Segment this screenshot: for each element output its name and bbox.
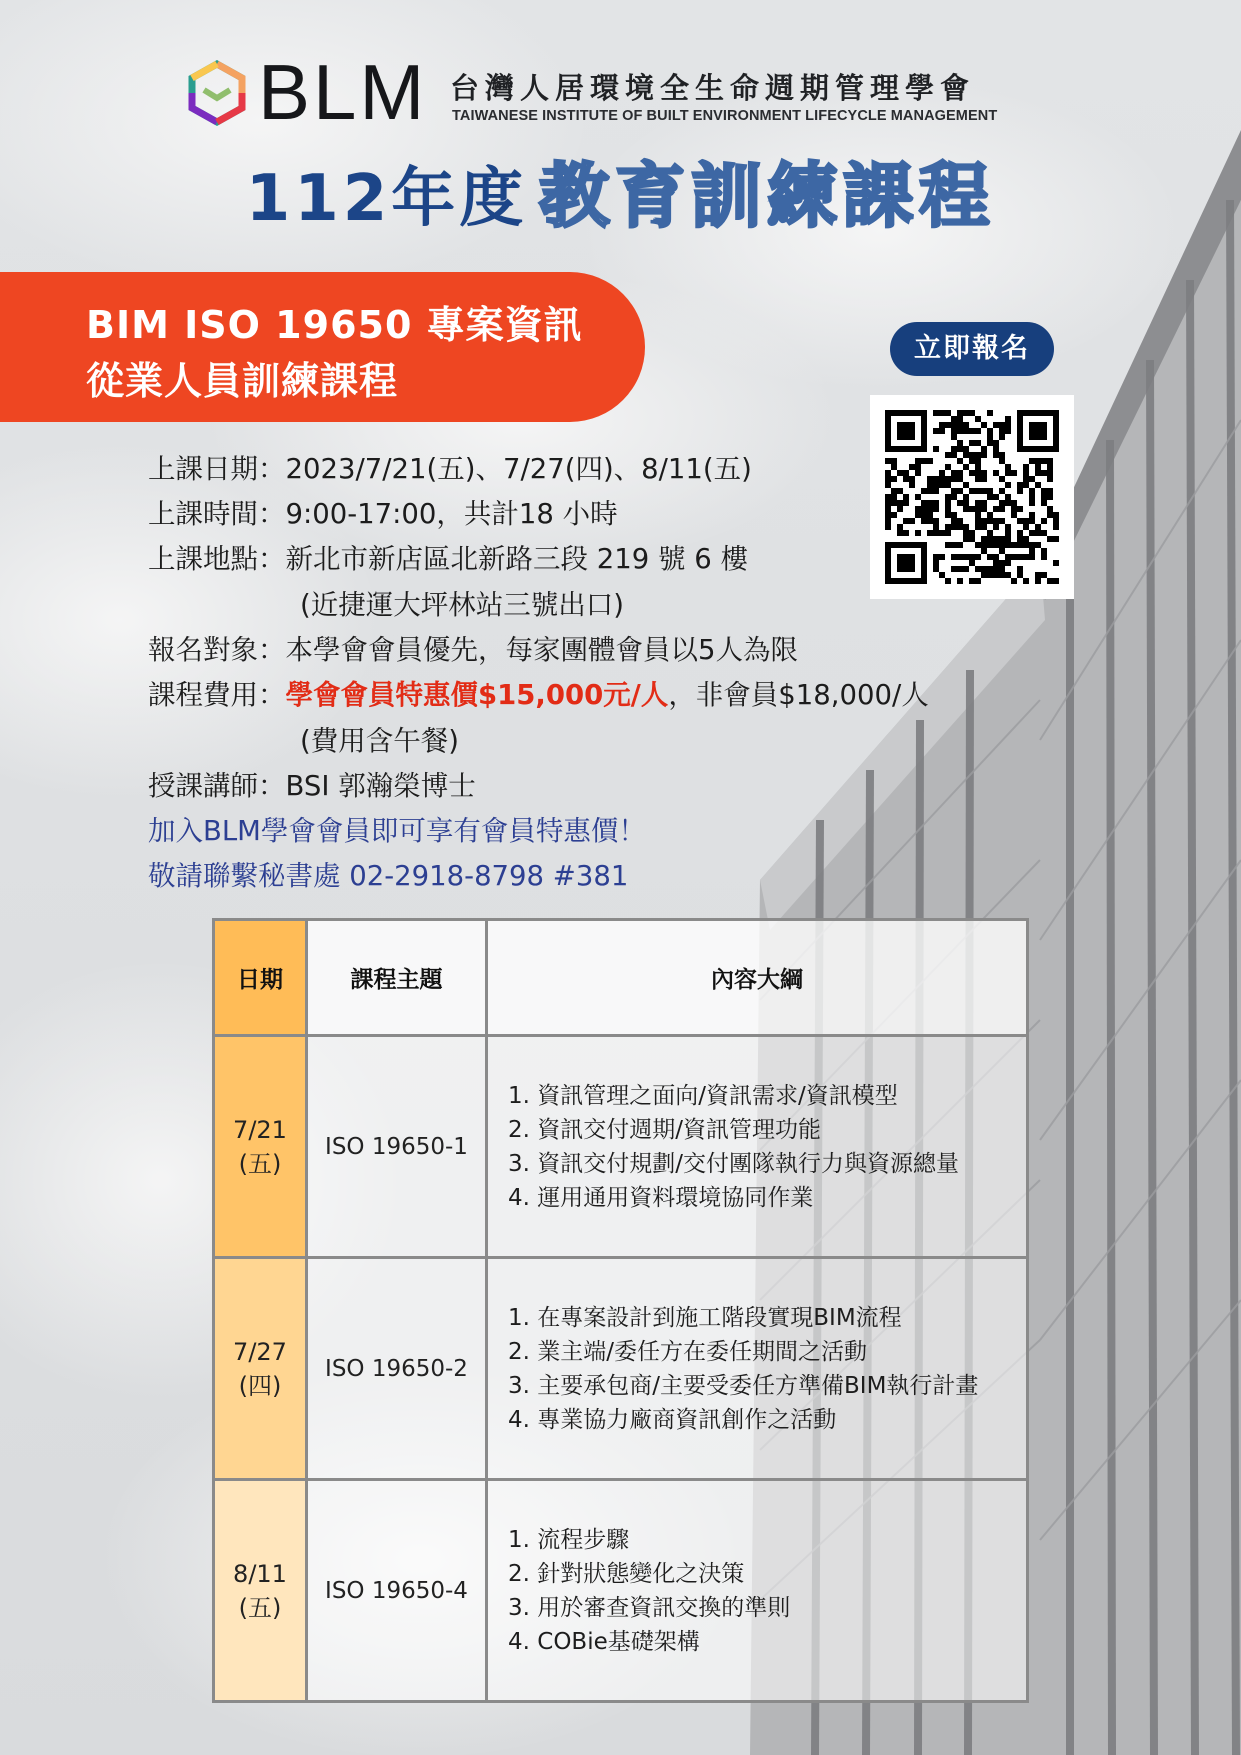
row-date-cell (214, 1036, 307, 1258)
outline-item: 4. COBie基礎架構 (508, 1628, 700, 1655)
info-place-label: 上課地點： (148, 543, 286, 575)
info-fee-label: 課程費用： (148, 679, 286, 711)
outline-item: 2. 針對狀態變化之決策 (508, 1560, 745, 1587)
info-instructor-label: 授課講師： (148, 770, 286, 802)
info-place (148, 536, 748, 576)
info-date-label: 上課日期： (148, 453, 286, 485)
row-outline (487, 1036, 1028, 1258)
row-date-cell (214, 1480, 307, 1702)
outline-item: 1. 資訊管理之面向/資訊需求/資訊模型 (508, 1082, 898, 1109)
header-topic: 課程主題 (307, 920, 487, 1036)
qr-code-icon[interactable] (870, 395, 1074, 599)
info-fee (148, 672, 929, 712)
promo-membership: 加入BLM學會會員即可享有會員特惠價！ (148, 815, 646, 847)
table-header-row (214, 920, 1028, 1036)
info-fee-note: (費用含午餐) (300, 725, 459, 757)
info-target-label: 報名對象： (148, 634, 286, 666)
row-topic: ISO 19650-4 (307, 1480, 487, 1702)
page-title (0, 140, 1241, 241)
blm-logo-icon (186, 60, 248, 126)
fee-member-price: 學會會員特惠價$15,000元/人 (285, 679, 669, 711)
row-topic: ISO 19650-2 (307, 1258, 487, 1480)
table-row (214, 1258, 1028, 1480)
outline-item: 1. 流程步驟 (508, 1526, 630, 1553)
promo-contact: 敬請聯繫秘書處 02-2918-8798 #381 (148, 860, 629, 892)
banner-title-line-1: BIM ISO 19650 專案資訊 (86, 303, 583, 347)
outline-item: 3. 資訊交付規劃/交付團隊執行力與資源總量 (508, 1150, 960, 1177)
info-instructor (148, 763, 476, 803)
outline-item: 4. 專業協力廠商資訊創作之活動 (508, 1406, 837, 1433)
info-target-value: 本學會會員優先，每家團體會員以5人為限 (285, 634, 798, 666)
row-weekday: (四) (238, 1371, 282, 1400)
row-date: 8/11 (233, 1559, 287, 1588)
info-date (148, 446, 752, 486)
info-place-note: (近捷運大坪林站三號出口) (300, 589, 624, 621)
outline-item: 4. 運用通用資料環境協同作業 (508, 1184, 814, 1211)
row-weekday: (五) (238, 1593, 282, 1622)
outline-item: 2. 資訊交付週期/資訊管理功能 (508, 1116, 822, 1143)
title-year: 112年度 (245, 162, 528, 236)
org-name-zh: 台灣人居環境全生命週期管理學會 (450, 71, 976, 105)
org-name-en: TAIWANESE INSTITUTE OF BUILT ENVIRONMENT LIFECYCLE MANAGEMENT (452, 108, 998, 124)
fee-nonmember-price: ，非會員$18,000/人 (668, 679, 929, 711)
info-target (148, 627, 798, 667)
row-date: 7/27 (233, 1337, 287, 1366)
banner-title-line-2: 從業人員訓練課程 (86, 359, 399, 403)
row-date-cell (214, 1258, 307, 1480)
title-course: 教育訓練課程 (539, 155, 996, 237)
row-outline (487, 1258, 1028, 1480)
outline-item: 2. 業主端/委任方在委任期間之活動 (508, 1338, 868, 1365)
row-outline (487, 1480, 1028, 1702)
outline-item: 1. 在專案設計到施工階段實現BIM流程 (508, 1304, 902, 1331)
info-date-value: 2023/7/21(五)、7/27(四)、8/11(五) (285, 453, 752, 485)
info-place-value: 新北市新店區北新路三段 219 號 6 樓 (285, 543, 748, 575)
outline-item: 3. 用於審查資訊交換的準則 (508, 1594, 791, 1621)
info-time-label: 上課時間： (148, 498, 286, 530)
header-date: 日期 (214, 920, 307, 1036)
outline-item: 3. 主要承包商/主要受委任方準備BIM執行計畫 (508, 1372, 979, 1399)
info-time (148, 491, 618, 531)
row-weekday: (五) (238, 1149, 282, 1178)
course-banner (0, 272, 645, 422)
register-button[interactable]: 立即報名 (890, 322, 1054, 376)
info-time-value: 9:00-17:00，共計18 小時 (285, 498, 618, 530)
info-instructor-value: BSI 郭瀚榮博士 (285, 770, 476, 802)
row-date: 7/21 (233, 1115, 287, 1144)
logo-wordmark: BLM (258, 48, 428, 136)
table-row (214, 1036, 1028, 1258)
row-topic: ISO 19650-1 (307, 1036, 487, 1258)
header-outline: 內容大綱 (487, 920, 1028, 1036)
schedule-table (212, 918, 1029, 1698)
table-row (214, 1480, 1028, 1702)
